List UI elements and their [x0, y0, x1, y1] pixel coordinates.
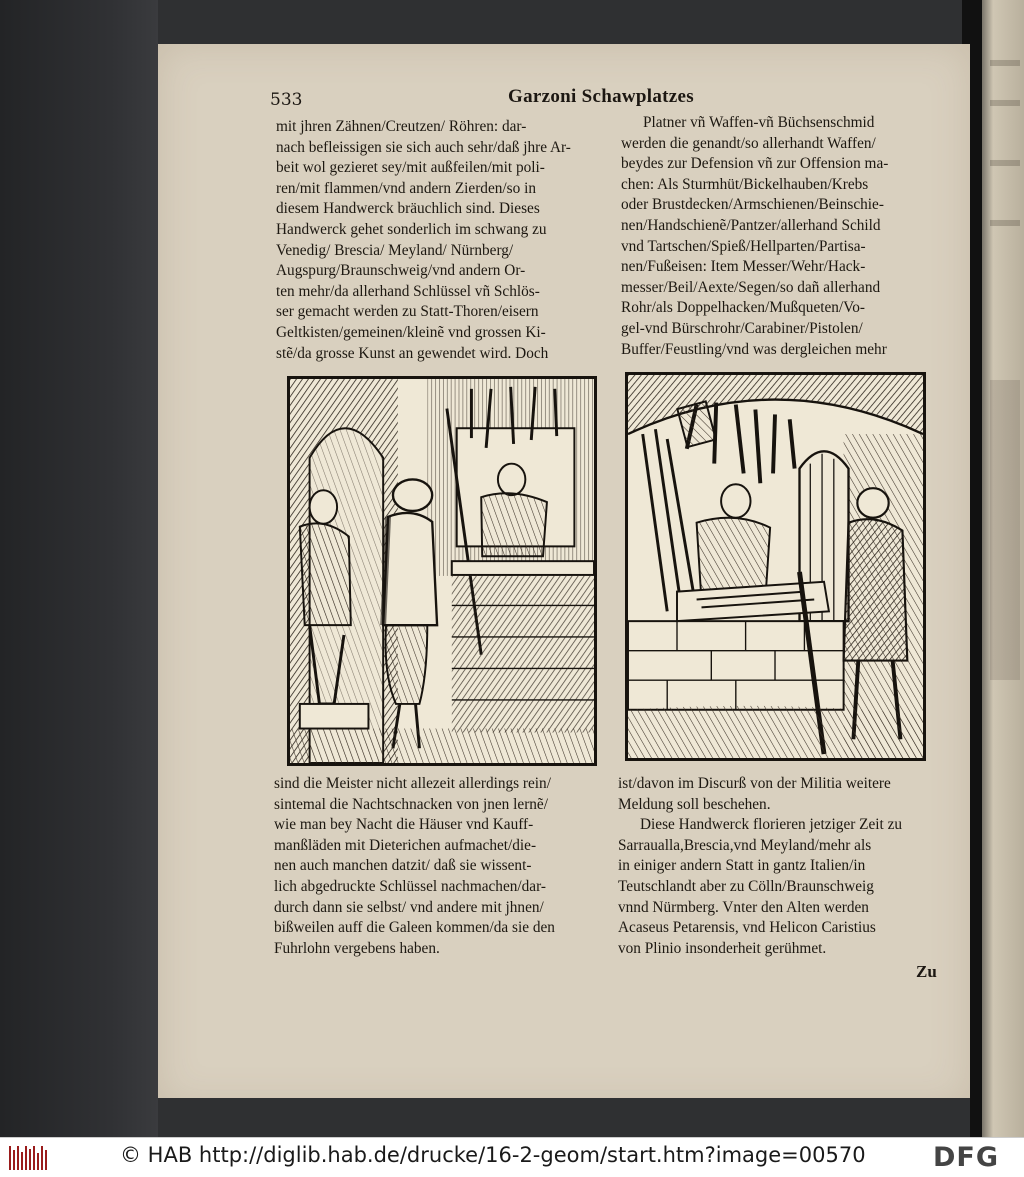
text-line: nen/Handschienẽ/Pantzer/allerhand Schild — [621, 216, 881, 234]
left-column-bottom-text — [274, 774, 604, 959]
text-line: Rohr/als Doppelhacken/Mußqueten/Vo- — [621, 299, 865, 317]
catchword: Zu — [916, 962, 937, 981]
text-line: Augspurg/Braunschweig/vnd andern Or- — [276, 262, 526, 280]
text-line: stẽ/da grosse Kunst an gewendet wird. Doch — [276, 344, 549, 362]
text-line: werden die genandt/so allerhandt Waffen/ — [621, 134, 876, 152]
text-line: gel-vnd Bürschrohr/Carabiner/Pistolen/ — [621, 319, 863, 337]
text-line: oder Brustdecken/Armschienen/Beinschie- — [621, 196, 884, 214]
text-line: vnnd Nürmberg. Vnter den Alten werden — [618, 898, 869, 916]
text-line: wie man bey Nacht die Häuser vnd Kauff- — [274, 816, 534, 834]
book-page — [158, 44, 970, 1106]
text-line: Teutschlandt aber zu Cölln/Braunschweig — [618, 877, 874, 895]
text-line: in einiger andern Statt in gantz Italien/in — [618, 857, 866, 875]
woodcut-armourer-workshop — [625, 372, 926, 761]
left-column-top-text — [276, 117, 602, 364]
text-line: Handwerck gehet sonderlich im schwang zu — [276, 220, 547, 238]
text-line: Geltkisten/gemeinen/kleinẽ vnd grossen Ki- — [276, 323, 546, 341]
text-line: Diese Handwerck florieren jetziger Zeit zu — [640, 816, 903, 834]
running-title: Garzoni Schawplatzes — [508, 86, 694, 107]
page-header — [158, 84, 970, 110]
text-line: Fuhrlohn vergebens haben. — [274, 939, 440, 957]
source-url-link[interactable]: © HAB http://diglib.hab.de/drucke/16-2-geom/start.htm?image=00570 — [120, 1143, 866, 1167]
text-line: mit jhren Zähnen/Creutzen/ Röhren: dar- — [276, 118, 527, 135]
scan-background-left — [0, 0, 158, 1137]
text-line: diesem Handwerck bräuchlich sind. Dieses — [276, 200, 540, 218]
text-line: lich abgedruckte Schlüssel nachmachen/dar- — [274, 877, 546, 895]
text-line: chen: Als Sturmhüt/Bickelhauben/Krebs — [621, 175, 869, 193]
woodcut-locksmith-workshop — [287, 376, 597, 766]
text-line: sind die Meister nicht allezeit allerdings rein/ — [274, 775, 551, 792]
text-line: durch dann sie selbst/ vnd andere mit jhnen/ — [274, 898, 544, 916]
footer-bar — [0, 1137, 1024, 1177]
text-line: Sarrauallа,Brescia,vnd Meyland/mehr als — [618, 836, 872, 854]
text-line: beydes zur Defension vñ zur Offension ma- — [621, 155, 889, 173]
text-line: von Plinio insonderheit gerühmet. — [618, 939, 827, 957]
text-line: Buffer/Feustling/vnd was dergleichen mehr — [621, 340, 887, 358]
right-column-bottom-text — [618, 774, 943, 959]
text-line: beit wol gezieret sey/mit außfeilen/mit poli- — [276, 159, 545, 177]
text-line: sintemal die Nachtschnacken von jnen lernẽ/ — [274, 795, 548, 813]
page-number: 533 — [270, 90, 303, 110]
dfg-logo: DFG — [933, 1142, 1000, 1173]
text-line: bißweilen auff die Galeen kommen/da sie den — [274, 919, 555, 937]
text-line: ten mehr/da allerhand Schlüssel vñ Schlös- — [276, 282, 540, 300]
text-line: nen auch manchen datzit/ daß sie wissent- — [274, 857, 532, 875]
text-line: Venedig/ Brescia/ Meyland/ Nürnberg/ — [276, 241, 514, 259]
scan-background-bottom — [158, 1098, 970, 1137]
right-column-top-text — [621, 113, 941, 360]
text-line: ren/mit flammen/vnd andern Zierden/so in — [276, 179, 536, 197]
text-line: ist/davon im Discurß von der Militia weitere — [618, 775, 891, 792]
text-line: nen/Fußeisen: Item Messer/Wehr/Hack- — [621, 258, 866, 276]
text-line: vnd Tartschen/Spieß/Hellparten/Partisa- — [621, 237, 866, 255]
text-line: Acaseus Petarensis, vnd Helicon Caristius — [618, 919, 876, 937]
text-line: manßläden mit Dieterichen aufmachet/die- — [274, 836, 537, 854]
text-line: Meldung soll beschehen. — [618, 795, 771, 813]
text-line: ser gemacht werden zu Statt-Thoren/eisern — [276, 303, 539, 321]
text-line: Platner vñ Waffen-vñ Büchsenschmid — [643, 114, 875, 131]
hab-barcode-logo-icon — [8, 1144, 48, 1172]
text-line: nach befleissigen sie sich auch sehr/daß jhre Ar- — [276, 138, 571, 156]
text-line: messer/Beil/Aexte/Segen/so dañ allerhand — [621, 278, 881, 296]
